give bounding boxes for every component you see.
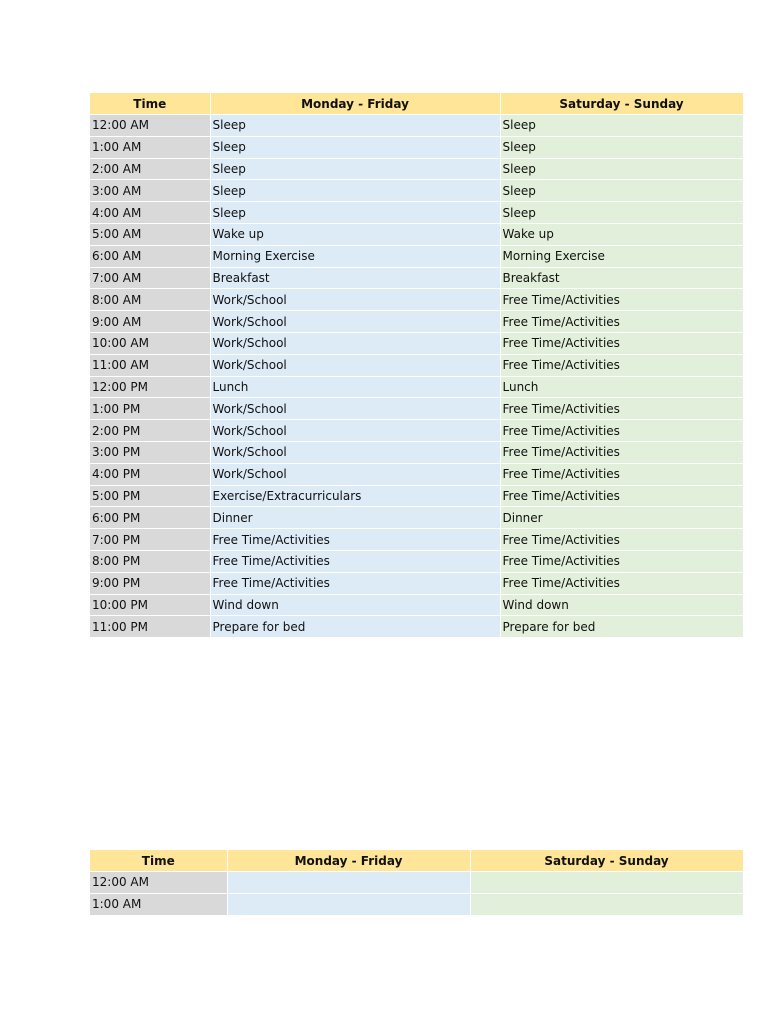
table-row bbox=[90, 420, 743, 442]
table-row bbox=[90, 507, 743, 529]
weekday-cell: Work/School bbox=[210, 463, 500, 485]
weekday-cell: Work/School bbox=[210, 289, 500, 311]
weekday-cell: Sleep bbox=[210, 180, 500, 202]
time-cell: 8:00 PM bbox=[90, 550, 210, 572]
table-row bbox=[90, 267, 743, 289]
time-cell: 12:00 PM bbox=[90, 376, 210, 398]
table-row bbox=[90, 594, 743, 616]
table-row bbox=[90, 115, 743, 137]
weekday-cell: Work/School bbox=[210, 441, 500, 463]
weekday-cell: Free Time/Activities bbox=[210, 572, 500, 594]
header-row bbox=[90, 93, 743, 115]
weekend-cell: Free Time/Activities bbox=[500, 354, 743, 376]
weekday-cell: Wind down bbox=[210, 594, 500, 616]
time-cell: 6:00 PM bbox=[90, 507, 210, 529]
time-cell: 10:00 AM bbox=[90, 332, 210, 354]
table-row bbox=[90, 529, 743, 551]
schedule-body bbox=[90, 115, 743, 638]
blank-schedule-body bbox=[90, 872, 743, 916]
table-row bbox=[90, 441, 743, 463]
time-header: Time bbox=[90, 93, 210, 115]
weekday-cell: Work/School bbox=[210, 398, 500, 420]
weekend-cell: Dinner bbox=[500, 507, 743, 529]
time-cell: 1:00 AM bbox=[90, 893, 227, 915]
time-cell: 1:00 AM bbox=[90, 136, 210, 158]
time-cell: 9:00 PM bbox=[90, 572, 210, 594]
weekday-cell: Free Time/Activities bbox=[210, 550, 500, 572]
weekday-cell: Work/School bbox=[210, 332, 500, 354]
table-row bbox=[90, 158, 743, 180]
table-row bbox=[90, 893, 743, 915]
weekday-cell: Work/School bbox=[210, 311, 500, 333]
table-row bbox=[90, 245, 743, 267]
time-cell: 3:00 PM bbox=[90, 441, 210, 463]
weekday-cell: Breakfast bbox=[210, 267, 500, 289]
weekday-cell: Sleep bbox=[210, 136, 500, 158]
weekend-cell bbox=[470, 893, 743, 915]
weekday-cell: Sleep bbox=[210, 115, 500, 137]
time-cell: 5:00 AM bbox=[90, 223, 210, 245]
time-cell: 12:00 AM bbox=[90, 872, 227, 894]
table-row bbox=[90, 463, 743, 485]
weekend-cell: Free Time/Activities bbox=[500, 550, 743, 572]
weekday-cell: Work/School bbox=[210, 354, 500, 376]
weekday-cell bbox=[227, 893, 470, 915]
weekend-cell: Sleep bbox=[500, 115, 743, 137]
weekday-cell: Sleep bbox=[210, 202, 500, 224]
time-cell: 12:00 AM bbox=[90, 115, 210, 137]
table-row bbox=[90, 616, 743, 638]
table-row bbox=[90, 572, 743, 594]
weekend-cell: Sleep bbox=[500, 136, 743, 158]
time-cell: 6:00 AM bbox=[90, 245, 210, 267]
time-cell: 2:00 PM bbox=[90, 420, 210, 442]
time-cell: 10:00 PM bbox=[90, 594, 210, 616]
time-cell: 11:00 AM bbox=[90, 354, 210, 376]
weekday-cell bbox=[227, 872, 470, 894]
weekend-cell: Free Time/Activities bbox=[500, 332, 743, 354]
time-cell: 2:00 AM bbox=[90, 158, 210, 180]
weekend-cell: Free Time/Activities bbox=[500, 572, 743, 594]
schedule-table bbox=[90, 93, 744, 638]
weekday-cell: Lunch bbox=[210, 376, 500, 398]
weekend-cell: Sleep bbox=[500, 180, 743, 202]
weekend-cell: Breakfast bbox=[500, 267, 743, 289]
table-row bbox=[90, 180, 743, 202]
weekend-cell: Sleep bbox=[500, 202, 743, 224]
table-row bbox=[90, 354, 743, 376]
time-cell: 11:00 PM bbox=[90, 616, 210, 638]
weekday-header: Monday - Friday bbox=[227, 850, 470, 872]
weekend-cell: Prepare for bed bbox=[500, 616, 743, 638]
time-cell: 3:00 AM bbox=[90, 180, 210, 202]
weekend-cell: Wind down bbox=[500, 594, 743, 616]
table-row bbox=[90, 311, 743, 333]
weekend-cell: Free Time/Activities bbox=[500, 289, 743, 311]
time-cell: 4:00 AM bbox=[90, 202, 210, 224]
table-row bbox=[90, 202, 743, 224]
weekend-cell: Wake up bbox=[500, 223, 743, 245]
weekend-cell: Morning Exercise bbox=[500, 245, 743, 267]
weekend-header: Saturday - Sunday bbox=[470, 850, 743, 872]
weekend-cell: Free Time/Activities bbox=[500, 463, 743, 485]
time-cell: 5:00 PM bbox=[90, 485, 210, 507]
weekday-header: Monday - Friday bbox=[210, 93, 500, 115]
table-row bbox=[90, 872, 743, 894]
table-row bbox=[90, 332, 743, 354]
weekend-cell: Sleep bbox=[500, 158, 743, 180]
table-row bbox=[90, 289, 743, 311]
weekend-cell: Free Time/Activities bbox=[500, 398, 743, 420]
weekday-cell: Exercise/Extracurriculars bbox=[210, 485, 500, 507]
weekday-cell: Dinner bbox=[210, 507, 500, 529]
weekend-header: Saturday - Sunday bbox=[500, 93, 743, 115]
weekend-cell: Free Time/Activities bbox=[500, 485, 743, 507]
blank-schedule-table bbox=[90, 850, 744, 916]
weekend-cell: Free Time/Activities bbox=[500, 441, 743, 463]
weekend-cell: Free Time/Activities bbox=[500, 420, 743, 442]
table-row bbox=[90, 550, 743, 572]
table-row bbox=[90, 136, 743, 158]
weekend-cell: Free Time/Activities bbox=[500, 311, 743, 333]
time-cell: 1:00 PM bbox=[90, 398, 210, 420]
table-row bbox=[90, 376, 743, 398]
time-cell: 7:00 AM bbox=[90, 267, 210, 289]
time-cell: 7:00 PM bbox=[90, 529, 210, 551]
weekend-cell bbox=[470, 872, 743, 894]
weekday-cell: Morning Exercise bbox=[210, 245, 500, 267]
table-row bbox=[90, 398, 743, 420]
time-cell: 9:00 AM bbox=[90, 311, 210, 333]
time-header: Time bbox=[90, 850, 227, 872]
weekday-cell: Wake up bbox=[210, 223, 500, 245]
weekday-cell: Work/School bbox=[210, 420, 500, 442]
weekday-cell: Prepare for bed bbox=[210, 616, 500, 638]
table-row bbox=[90, 223, 743, 245]
weekday-cell: Sleep bbox=[210, 158, 500, 180]
weekend-cell: Free Time/Activities bbox=[500, 529, 743, 551]
header-row bbox=[90, 850, 743, 872]
weekday-cell: Free Time/Activities bbox=[210, 529, 500, 551]
weekend-cell: Lunch bbox=[500, 376, 743, 398]
time-cell: 8:00 AM bbox=[90, 289, 210, 311]
table-row bbox=[90, 485, 743, 507]
time-cell: 4:00 PM bbox=[90, 463, 210, 485]
